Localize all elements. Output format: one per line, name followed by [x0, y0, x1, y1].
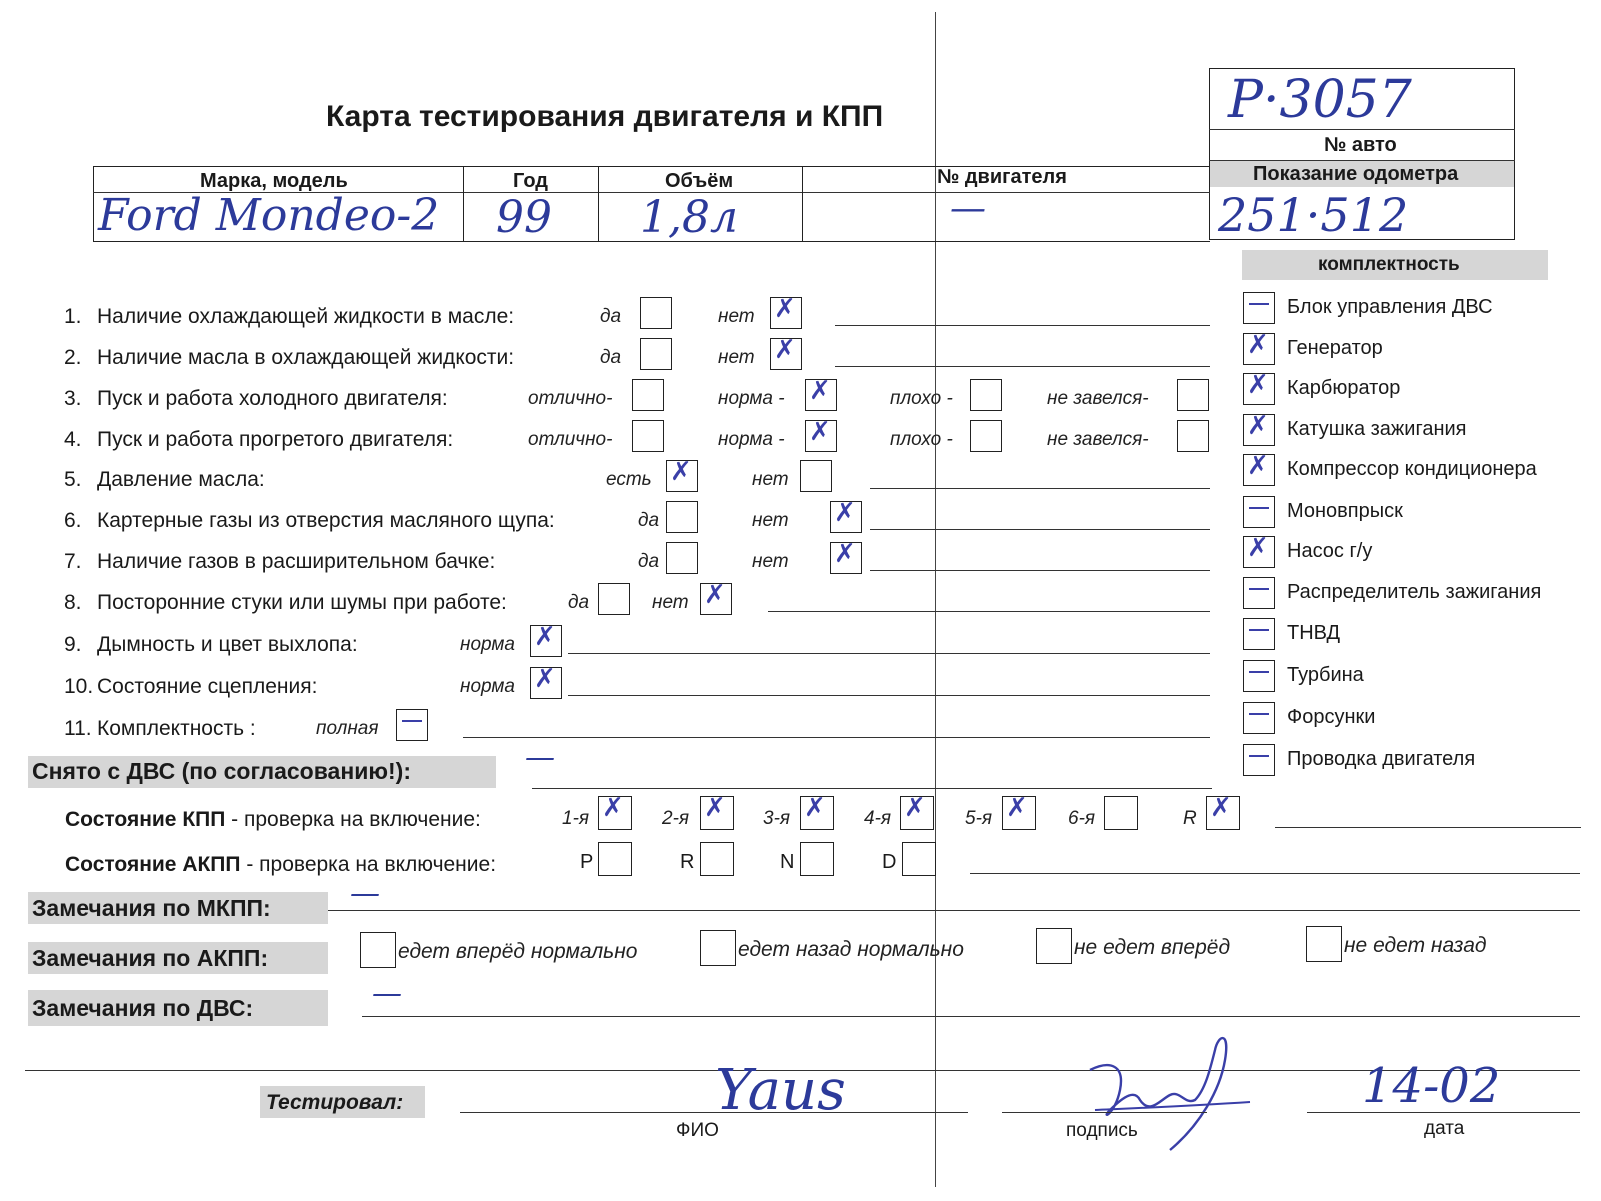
fio-line	[460, 1112, 968, 1113]
date-label: дата	[1424, 1118, 1465, 1139]
completeness-box-1[interactable]	[1243, 330, 1275, 365]
completeness-box-7[interactable]	[1243, 577, 1275, 609]
question-number: 10.	[64, 675, 94, 698]
question-number: 7.	[64, 550, 82, 573]
header-col-sep-1	[463, 166, 464, 242]
question-5-option-a-checkbox-x-mark: ✗	[670, 457, 692, 487]
question-text: Наличие охлаждающей жидкости в масле:	[97, 305, 515, 328]
question-option-label: да	[568, 592, 590, 613]
completeness-box-0[interactable]	[1243, 292, 1275, 324]
question-text: Пуск и работа прогретого двигателя:	[97, 428, 454, 451]
completeness-box-1-x-mark: ✗	[1247, 330, 1269, 360]
question-6-option-b-checkbox-x-mark: ✗	[834, 498, 856, 528]
question-6-option-a-checkbox[interactable]	[666, 501, 698, 533]
question-3-option-a-checkbox[interactable]	[632, 379, 664, 411]
completeness-box-0-dash-mark	[1249, 303, 1269, 305]
question-option-label: да	[638, 551, 660, 572]
question-2-option-b-checkbox[interactable]	[770, 335, 802, 370]
header-col-sep-2	[598, 166, 599, 242]
akpp-label	[65, 853, 496, 877]
question-number: 8.	[64, 591, 82, 614]
remarks-dvs-label: Замечания по ДВС:	[32, 995, 254, 1021]
mkpp-gear-checkbox-1-x-mark: ✗	[704, 793, 726, 823]
completeness-box-8[interactable]	[1243, 618, 1275, 650]
question-5-option-b-checkbox[interactable]	[800, 460, 832, 492]
question-8-option-b-checkbox-x-mark: ✗	[704, 580, 726, 610]
completeness-box-5[interactable]	[1243, 496, 1275, 528]
completeness-item-label: Проводка двигателя	[1287, 748, 1476, 770]
question-number: 6.	[64, 509, 82, 532]
completeness-box-8-dash-mark	[1249, 629, 1269, 631]
completeness-box-2-x-mark: ✗	[1247, 370, 1269, 400]
question-4-option-b-checkbox-x-mark: ✗	[809, 417, 831, 447]
question-3-option-b-checkbox-x-mark: ✗	[809, 376, 831, 406]
question-4-option-a-checkbox[interactable]	[632, 420, 664, 452]
akpp-remark-option-label: едет назад нормально	[738, 938, 964, 961]
mkpp-gear-checkbox-6[interactable]	[1206, 793, 1240, 830]
tester-name: Yaus	[715, 1058, 846, 1123]
completeness-item-label: Катушка зажигания	[1287, 418, 1467, 440]
question-number: 11.	[64, 717, 92, 740]
question-11-option-a-checkbox-dash-mark	[402, 720, 422, 722]
signature-label: подпись	[1066, 1120, 1138, 1141]
mkpp-gear-label: 5-я	[965, 808, 993, 829]
question-option-label: да	[638, 510, 660, 531]
removed-line	[532, 788, 1212, 789]
date-line	[1307, 1112, 1580, 1113]
akpp-label-bold: Состояние АКПП	[65, 853, 241, 876]
col-volume: Объём	[665, 170, 734, 192]
akpp-remark-checkbox-2[interactable]	[1036, 928, 1072, 964]
question-text: Картерные газы из отверстия масляного щупа:	[97, 509, 555, 532]
question-option-label: да	[600, 347, 622, 368]
question-6-option-b-checkbox[interactable]	[830, 498, 862, 533]
akpp-position-checkbox-1[interactable]	[700, 842, 734, 876]
question-answer-line	[870, 570, 1210, 571]
question-option-label: плохо -	[890, 429, 953, 450]
question-option-label: не завелся-	[1047, 388, 1149, 409]
mkpp-gear-checkbox-3[interactable]	[900, 793, 934, 830]
question-option-label: нет	[752, 469, 789, 490]
question-text: Состояние сцепления:	[97, 675, 318, 698]
akpp-position-label: N	[780, 851, 795, 873]
date-value: 14-02	[1362, 1058, 1501, 1114]
question-option-label: норма	[460, 676, 515, 697]
akpp-remark-option-label: не едет назад	[1344, 934, 1487, 957]
question-number: 3.	[64, 387, 82, 410]
question-1-option-a-checkbox[interactable]	[640, 297, 672, 329]
question-text: Посторонние стуки или шумы при работе:	[97, 591, 507, 614]
question-answer-line	[870, 529, 1210, 530]
question-number: 1.	[64, 305, 82, 328]
completeness-box-3[interactable]	[1243, 411, 1275, 446]
question-option-label: нет	[752, 510, 789, 531]
year-value: 99	[496, 192, 552, 243]
remarks-dvs-line	[362, 1016, 1580, 1017]
question-text: Дымность и цвет выхлопа:	[97, 633, 358, 656]
completeness-box-10[interactable]	[1243, 702, 1275, 734]
completeness-item-label: Карбюратор	[1287, 377, 1401, 399]
mkpp-label-bold: Состояние КПП	[65, 808, 226, 831]
remarks-mkpp-line	[328, 910, 1580, 911]
akpp-remark-option-label: едет вперёд нормально	[398, 940, 638, 963]
question-answer-line	[768, 611, 1210, 612]
mkpp-line	[1275, 827, 1581, 828]
question-text: Пуск и работа холодного двигателя:	[97, 387, 448, 410]
question-1-option-b-checkbox-x-mark: ✗	[774, 294, 796, 324]
akpp-remark-checkbox-1[interactable]	[700, 930, 736, 966]
question-option-label: отлично-	[528, 429, 613, 450]
question-9-option-a-checkbox-x-mark: ✗	[534, 622, 556, 652]
mkpp-gear-checkbox-6-x-mark: ✗	[1210, 793, 1232, 823]
remarks-dvs-value: —	[372, 976, 402, 1011]
question-number: 9.	[64, 633, 82, 656]
completeness-box-10-dash-mark	[1249, 713, 1269, 715]
removed-value: —	[525, 740, 555, 775]
model-value: Ford Mondeo-2	[98, 190, 440, 241]
akpp-remark-checkbox-0[interactable]	[360, 932, 396, 968]
car-number-label: № авто	[1324, 134, 1397, 156]
completeness-title: комплектность	[1318, 254, 1460, 275]
mkpp-gear-checkbox-0-x-mark: ✗	[602, 793, 624, 823]
question-answer-line	[568, 653, 1210, 654]
question-11-option-a-checkbox[interactable]	[396, 709, 428, 741]
akpp-position-checkbox-0[interactable]	[598, 842, 632, 876]
col-model: Марка, модель	[200, 170, 348, 192]
akpp-position-label: R	[680, 851, 695, 873]
remarks-mkpp-label: Замечания по МКПП:	[32, 895, 271, 921]
question-text: Наличие масла в охлаждающей жидкости:	[97, 346, 515, 369]
akpp-line	[970, 873, 1580, 874]
page-title: Карта тестирования двигателя и КПП	[326, 100, 884, 133]
akpp-position-label: P	[580, 851, 594, 873]
completeness-item-label: Генератор	[1287, 337, 1383, 359]
question-option-label: норма -	[718, 388, 785, 409]
question-option-label: нет	[718, 347, 755, 368]
question-3-option-c-checkbox[interactable]	[970, 379, 1002, 411]
completeness-item-label: Распределитель зажигания	[1287, 581, 1542, 603]
completeness-box-7-dash-mark	[1249, 588, 1269, 590]
completeness-item-label: Блок управления ДВС	[1287, 296, 1493, 318]
question-number: 2.	[64, 346, 82, 369]
completeness-box-6-x-mark: ✗	[1247, 533, 1269, 563]
akpp-position-checkbox-3[interactable]	[902, 842, 936, 876]
completeness-item-label: Форсунки	[1287, 706, 1376, 728]
mkpp-gear-checkbox-2-x-mark: ✗	[804, 793, 826, 823]
question-option-label: да	[600, 306, 622, 327]
completeness-box-6[interactable]	[1243, 533, 1275, 568]
remarks-mkpp-value: —	[350, 876, 380, 911]
question-3-option-b-checkbox[interactable]	[805, 376, 837, 411]
completeness-box-4[interactable]	[1243, 451, 1275, 486]
mkpp-gear-checkbox-0[interactable]	[598, 793, 632, 830]
completeness-item-label: Насос г/у	[1287, 540, 1373, 562]
engine-no-value: —	[950, 188, 986, 229]
mkpp-gear-label: 2-я	[662, 808, 690, 829]
mkpp-label	[65, 808, 481, 832]
mkpp-gear-label: 4-я	[864, 808, 892, 829]
mkpp-gear-checkbox-2[interactable]	[800, 793, 834, 830]
question-5-option-a-checkbox[interactable]	[666, 457, 698, 492]
mkpp-gear-checkbox-1[interactable]	[700, 793, 734, 830]
question-4-option-d-checkbox[interactable]	[1177, 420, 1209, 452]
mkpp-gear-label: 1-я	[562, 808, 590, 829]
car-number-value: P·3057	[1228, 70, 1412, 130]
completeness-box-5-dash-mark	[1249, 507, 1269, 509]
question-3-option-d-checkbox[interactable]	[1177, 379, 1209, 411]
completeness-box-4-x-mark: ✗	[1247, 451, 1269, 481]
question-4-option-b-checkbox[interactable]	[805, 417, 837, 452]
akpp-position-label: D	[882, 851, 897, 873]
question-10-option-a-checkbox-x-mark: ✗	[534, 664, 556, 694]
question-10-option-a-checkbox[interactable]	[530, 664, 562, 699]
odometer-value: 251·512	[1218, 188, 1409, 242]
remarks-akpp-label: Замечания по АКПП:	[32, 945, 269, 971]
question-4-option-c-checkbox[interactable]	[970, 420, 1002, 452]
question-answer-line	[463, 737, 1210, 738]
question-option-label: норма -	[718, 429, 785, 450]
question-answer-line	[870, 488, 1210, 489]
completeness-box-9-dash-mark	[1249, 671, 1269, 673]
question-option-label: отлично-	[528, 388, 613, 409]
question-option-label: есть	[606, 469, 652, 490]
completeness-item-label: ТНВД	[1287, 622, 1341, 644]
mkpp-gear-checkbox-5[interactable]	[1104, 796, 1138, 830]
mkpp-gear-label: R	[1183, 808, 1197, 829]
question-7-option-b-checkbox-x-mark: ✗	[834, 539, 856, 569]
completeness-box-11-dash-mark	[1249, 755, 1269, 757]
question-9-option-a-checkbox[interactable]	[530, 622, 562, 657]
completeness-box-2[interactable]	[1243, 370, 1275, 405]
question-2-option-a-checkbox[interactable]	[640, 338, 672, 370]
question-text: Давление масла:	[97, 468, 265, 491]
question-8-option-a-checkbox[interactable]	[598, 583, 630, 615]
completeness-box-9[interactable]	[1243, 660, 1275, 692]
akpp-position-checkbox-2[interactable]	[800, 842, 834, 876]
col-engine-no: № двигателя	[937, 166, 1067, 188]
question-8-option-b-checkbox[interactable]	[700, 580, 732, 615]
question-text: Комплектность :	[97, 717, 256, 740]
tested-by-label: Тестировал:	[266, 1091, 404, 1114]
removed-label: Снято с ДВС (по согласованию!):	[32, 758, 411, 784]
mkpp-label-rest: - проверка на включение:	[225, 808, 481, 831]
question-answer-line	[835, 325, 1210, 326]
question-option-label: не завелся-	[1047, 429, 1149, 450]
volume-value: 1,8л	[640, 192, 738, 243]
signature-line	[1002, 1112, 1207, 1113]
question-number: 4.	[64, 428, 82, 451]
question-option-label: плохо -	[890, 388, 953, 409]
question-7-option-b-checkbox[interactable]	[830, 539, 862, 574]
question-answer-line	[568, 695, 1210, 696]
fio-label: ФИО	[676, 1120, 719, 1141]
akpp-label-rest: - проверка на включение:	[240, 853, 497, 876]
question-2-option-b-checkbox-x-mark: ✗	[774, 335, 796, 365]
mkpp-gear-label: 6-я	[1068, 808, 1096, 829]
completeness-box-3-x-mark: ✗	[1247, 411, 1269, 441]
mkpp-gear-checkbox-4[interactable]	[1002, 793, 1036, 830]
col-year: Год	[513, 170, 548, 192]
question-answer-line	[835, 366, 1210, 367]
completeness-item-label: Моновпрыск	[1287, 500, 1403, 522]
question-number: 5.	[64, 468, 82, 491]
question-option-label: нет	[718, 306, 755, 327]
odometer-label: Показание одометра	[1253, 163, 1459, 185]
question-7-option-a-checkbox[interactable]	[666, 542, 698, 574]
mkpp-gear-label: 3-я	[763, 808, 791, 829]
completeness-item-label: Турбина	[1287, 664, 1364, 686]
header-col-sep-3	[802, 166, 803, 242]
completeness-box-11[interactable]	[1243, 744, 1275, 776]
question-option-label: нет	[652, 592, 689, 613]
question-text: Наличие газов в расширительном бачке:	[97, 550, 496, 573]
question-option-label: нет	[752, 551, 789, 572]
question-option-label: полная	[316, 718, 379, 739]
mkpp-gear-checkbox-3-x-mark: ✗	[904, 793, 926, 823]
question-option-label: норма	[460, 634, 515, 655]
mkpp-gear-checkbox-4-x-mark: ✗	[1006, 793, 1028, 823]
akpp-remark-option-label: не едет вперёд	[1074, 936, 1231, 959]
completeness-item-label: Компрессор кондиционера	[1287, 458, 1537, 480]
akpp-remark-checkbox-3[interactable]	[1306, 926, 1342, 962]
question-1-option-b-checkbox[interactable]	[770, 294, 802, 329]
